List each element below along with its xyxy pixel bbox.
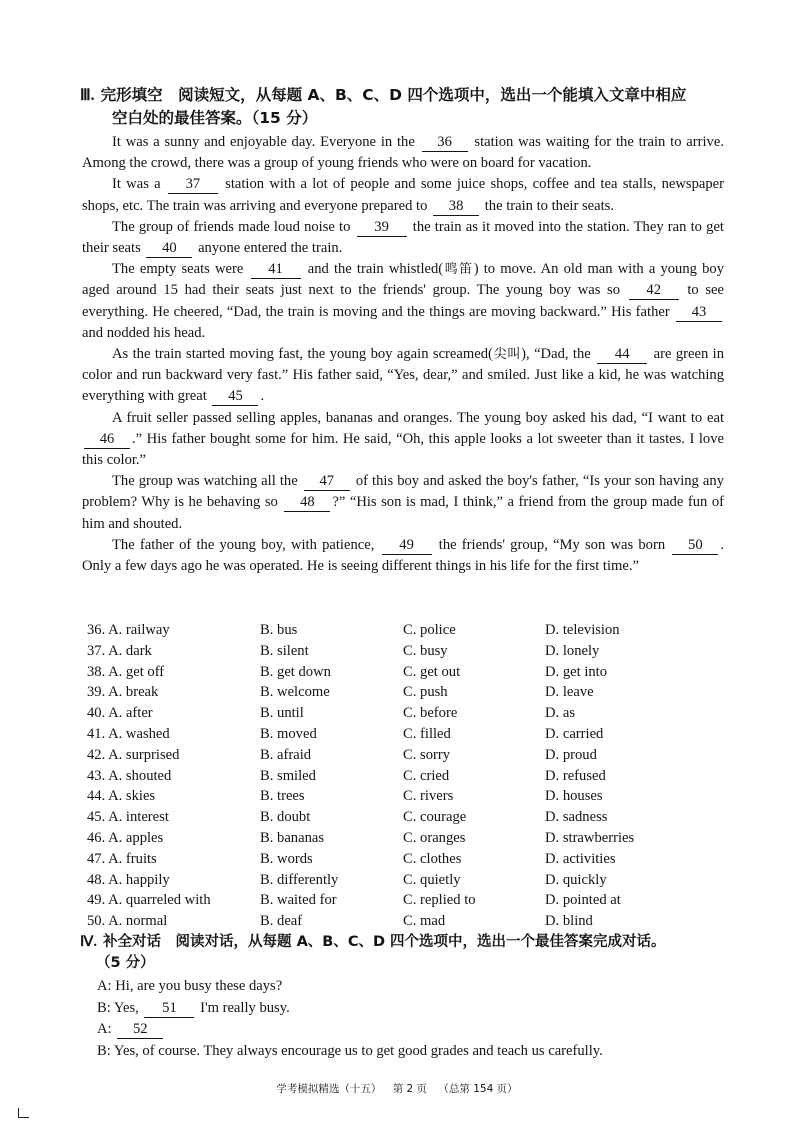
passage-text: The group of friends made loud noise to — [112, 218, 351, 235]
option-row — [87, 620, 727, 641]
option-row — [87, 807, 727, 828]
passage-paragraph-2 — [82, 174, 724, 216]
passage-text: station was waiting for the train to arrive. Among the crowd, there was a group of young friends who were on board for vacation. — [82, 134, 724, 172]
option-c: C. cried — [403, 767, 450, 784]
passage-text: are green in color and run backward very fast.” His father said, “Yes, dear,” and smiled. Just like a kid, he was watching everything with great — [82, 346, 725, 405]
dialogue-line-2 — [97, 998, 727, 1020]
option-row — [87, 641, 727, 662]
footer-page-number: 第 2 页 — [392, 1083, 428, 1095]
option-row — [87, 870, 727, 891]
option-c: C. before — [403, 705, 458, 722]
option-row — [87, 724, 727, 745]
option-row — [87, 703, 727, 724]
crop-mark — [18, 1108, 29, 1118]
option-a: 37. A. dark — [87, 642, 152, 659]
option-b: B. waited for — [260, 892, 337, 909]
option-b: B. bus — [260, 622, 298, 638]
option-b: B. words — [260, 850, 313, 867]
option-d: D. as — [545, 705, 575, 722]
blank-49: 49 — [382, 537, 432, 555]
section-4-title-line2: （5 分） — [96, 955, 155, 971]
blank-37: 37 — [168, 176, 218, 194]
passage-text: The father of the young boy, with patience, — [112, 536, 375, 553]
option-d: D. proud — [545, 746, 597, 763]
option-a: 42. A. surprised — [87, 746, 180, 763]
option-row — [87, 786, 727, 807]
option-a: 49. A. quarreled with — [87, 892, 211, 909]
option-d: D. sadness — [545, 809, 608, 826]
blank-36: 36 — [422, 134, 468, 152]
dialogue — [97, 976, 727, 1062]
option-b: B. afraid — [260, 746, 312, 763]
option-b: B. deaf — [260, 913, 303, 930]
option-d: D. strawberries — [545, 829, 635, 846]
option-b: B. differently — [260, 871, 339, 888]
option-a: 43. A. shouted — [87, 767, 172, 784]
option-d: D. blind — [545, 913, 593, 930]
dialogue-text: I'm really busy. — [200, 999, 290, 1016]
passage-paragraph-3 — [82, 217, 724, 259]
option-d: D. houses — [545, 788, 603, 805]
blank-42: 42 — [629, 282, 679, 300]
blank-39: 39 — [357, 219, 407, 237]
option-b: B. silent — [260, 642, 309, 659]
passage-text: It was a — [112, 176, 161, 193]
passage-text: station with a lot of people and some juice shops, coffee and tea stalls, newspaper shops, etc. The train was arriving and everyone prepared to — [82, 176, 724, 214]
passage-text: .” His father bought some for him. He said, “Oh, this apple looks a lot sweeter than it tastes. I love this color.” — [82, 430, 724, 469]
option-c: C. clothes — [403, 850, 462, 867]
option-a: 45. A. interest — [87, 809, 169, 826]
blank-51: 51 — [144, 1000, 194, 1018]
blank-38: 38 — [433, 198, 479, 216]
dialogue-text: B: Yes, — [97, 999, 139, 1016]
section-3-title-line1: 完形填空 阅读短文，从每题 A、B、C、D 四个选项中，选出一个能填入文章中相应 — [100, 86, 687, 104]
blank-47: 47 — [304, 473, 350, 491]
chinese-gloss: 尖叫 — [492, 347, 522, 363]
passage-text: As the train started moving fast, the young boy again screamed( — [112, 346, 493, 363]
option-c: C. courage — [403, 809, 467, 826]
passage-paragraph-4 — [82, 259, 724, 344]
option-c: C. busy — [403, 642, 448, 659]
passage-text: of this boy and asked the boy's father, “Is your son having any problem? Why is he behaving so — [82, 473, 724, 511]
passage-text: ) to move. An old man with a young boy aged around 15 had their seats just next to the friends' group. The young boy was so — [82, 261, 724, 299]
passage-text: ), “Dad, the — [521, 346, 591, 363]
option-d: D. television — [545, 622, 620, 638]
option-c: C. filled — [403, 725, 451, 742]
passage-text: the train as it moved into the station. They ran to get their seats — [82, 218, 724, 257]
option-c: C. mad — [403, 913, 446, 930]
passage-paragraph-7 — [82, 471, 724, 535]
option-row — [87, 662, 727, 683]
dialogue-line-4: B: Yes, of course. They always encourage us to get good grades and teach us carefully. — [97, 1042, 603, 1059]
dialogue-line-1: A: Hi, are you busy these days? — [97, 978, 283, 994]
passage-text: . Only a few days ago he was operated. He is seeing different things in his life for the first time.” — [82, 536, 724, 575]
passage-text: the friends' group, “My son was born — [438, 536, 666, 553]
option-row — [87, 911, 727, 932]
chinese-gloss: 鸣笛 — [443, 262, 474, 278]
option-b: B. welcome — [260, 684, 330, 701]
passage-paragraph-6 — [82, 408, 724, 472]
passage-paragraph-8 — [82, 535, 724, 577]
option-a: 44. A. skies — [87, 788, 156, 805]
option-a: 36. A. railway — [87, 622, 170, 638]
option-row — [87, 828, 727, 849]
page-footer — [0, 1081, 794, 1096]
blank-40: 40 — [146, 240, 192, 258]
option-d: D. quickly — [545, 871, 607, 888]
option-b: B. trees — [260, 788, 305, 805]
option-c: C. rivers — [403, 788, 454, 805]
passage-text: ?” “His son is mad, I think,” a friend from the group made fun of him and shouted. — [82, 494, 724, 532]
option-b: B. bananas — [260, 829, 325, 846]
passage-text: to see everything. He cheered, “Dad, the train is moving and the things are moving backward.” His father — [82, 282, 724, 320]
passage-text: anyone entered the train. — [198, 240, 343, 257]
passage-text: . — [260, 388, 265, 405]
option-row — [87, 890, 727, 911]
passage-text: and the train whistled( — [307, 261, 444, 278]
passage-text: The empty seats were — [112, 261, 244, 278]
option-b: B. doubt — [260, 809, 311, 826]
blank-44: 44 — [597, 346, 647, 364]
passage-text: It was a sunny and enjoyable day. Everyone in the — [112, 134, 415, 150]
blank-43: 43 — [676, 304, 722, 322]
option-c: C. replied to — [403, 892, 476, 909]
option-d: D. carried — [545, 725, 604, 742]
footer-total-page: （总第 154 页） — [438, 1083, 518, 1095]
option-c: C. police — [403, 622, 456, 638]
blank-50: 50 — [672, 537, 718, 555]
section-3-heading — [80, 84, 730, 129]
section-3-title-line2: 空白处的最佳答案。（15 分） — [112, 109, 318, 127]
section-4-heading — [80, 932, 730, 974]
option-row — [87, 766, 727, 787]
dialogue-line-3 — [97, 1019, 727, 1041]
option-b: B. moved — [260, 725, 317, 742]
option-a: 38. A. get off — [87, 663, 165, 680]
option-a: 50. A. normal — [87, 913, 168, 930]
blank-41: 41 — [251, 261, 301, 279]
option-d: D. pointed at — [545, 892, 621, 909]
option-c: C. quietly — [403, 871, 461, 888]
dialogue-text: A: — [97, 1021, 112, 1037]
option-c: C. sorry — [403, 746, 451, 763]
section-3-number: Ⅲ. — [80, 87, 95, 104]
option-a: 39. A. break — [87, 684, 159, 701]
option-d: D. get into — [545, 663, 608, 680]
option-c: C. get out — [403, 663, 461, 680]
option-d: D. lonely — [545, 642, 600, 659]
option-d: D. leave — [545, 684, 594, 701]
passage-text: the train to their seats. — [484, 197, 614, 214]
option-c: C. oranges — [403, 829, 466, 846]
passage-text: and nodded his head. — [82, 324, 206, 341]
option-row — [87, 682, 727, 703]
option-d: D. refused — [545, 767, 606, 784]
option-b: B. get down — [260, 663, 331, 680]
option-c: C. push — [403, 684, 448, 701]
passage-text: The group was watching all the — [112, 473, 298, 490]
blank-45: 45 — [212, 388, 258, 406]
option-a: 46. A. apples — [87, 829, 164, 846]
blank-52: 52 — [117, 1021, 163, 1039]
section-4-title-line1: 补全对话 阅读对话，从每题 A、B、C、D 四个选项中，选出一个最佳答案完成对话。 — [103, 934, 666, 950]
option-a: 40. A. after — [87, 705, 153, 722]
option-b: B. smiled — [260, 767, 316, 784]
passage-paragraph-5 — [82, 344, 724, 408]
option-d: D. activities — [545, 850, 616, 867]
option-row — [87, 745, 727, 766]
option-row — [87, 849, 727, 870]
answer-options — [87, 620, 727, 932]
section-4-number: Ⅳ. — [80, 934, 98, 950]
cloze-passage — [82, 132, 724, 577]
passage-text: A fruit seller passed selling apples, bananas and oranges. The young boy asked his dad, “I want to eat — [112, 409, 724, 426]
footer-series: 学考模拟精选（十五） — [276, 1083, 382, 1095]
option-a: 47. A. fruits — [87, 850, 157, 867]
passage-paragraph-1 — [82, 132, 724, 174]
option-b: B. until — [260, 705, 304, 722]
blank-48: 48 — [284, 494, 330, 512]
blank-46: 46 — [84, 431, 130, 449]
option-a: 48. A. happily — [87, 871, 170, 888]
option-a: 41. A. washed — [87, 725, 170, 742]
